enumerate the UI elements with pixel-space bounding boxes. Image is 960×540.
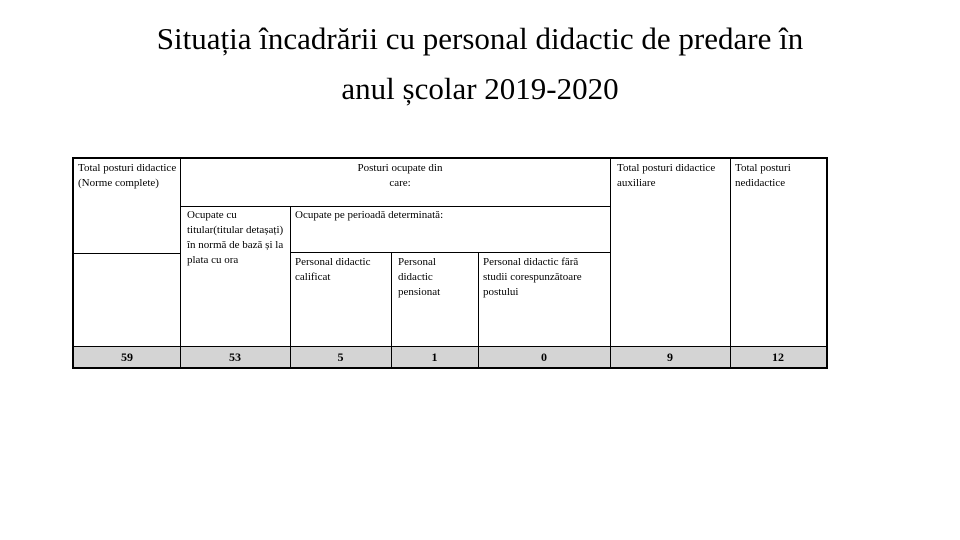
header-titular: Ocupate cu titular(titular detașați) în normă de bază și la plata cu ora: [187, 209, 284, 266]
header-fara-studii: Personal didactic fără studii corespunzătoare postului: [483, 256, 582, 298]
header-posturi-ocupate: Posturi ocupate din care:: [357, 162, 443, 189]
grid-line: [290, 252, 610, 253]
header-calificat: Personal didactic calificat: [295, 256, 371, 283]
value-pensionat: 1: [431, 350, 438, 364]
value-auxiliare: 9: [667, 350, 673, 364]
value-calificat: 5: [337, 350, 344, 364]
grid-line: [180, 159, 181, 367]
header-total-posturi: Total posturi didactice (Norme complete): [78, 162, 177, 189]
header-perioada-determinata: Ocupate pe perioadă determinată:: [295, 209, 444, 221]
grid-line: [290, 206, 291, 367]
grid-line: [730, 159, 731, 367]
header-auxiliare: Total posturi didactice auxiliare: [617, 162, 716, 189]
grid-line: [610, 159, 611, 367]
value-titular: 53: [229, 350, 241, 364]
page-title: [40, 14, 920, 114]
value-fara-studii: 0: [541, 350, 547, 364]
header-pensionat: Personal didactic pensionat: [398, 256, 441, 298]
header-nedidactice: Total posturi nedidactice: [735, 162, 791, 189]
grid-line: [180, 206, 610, 207]
value-nedidactice: 12: [772, 350, 784, 364]
title-line-1: Situația încadrării cu personal didactic de predare în: [156, 21, 804, 56]
title-line-2: anul școlar 2019-2020: [341, 71, 619, 106]
value-total-posturi: 59: [121, 350, 133, 364]
staffing-table: [72, 157, 828, 369]
grid-line: [74, 253, 180, 254]
